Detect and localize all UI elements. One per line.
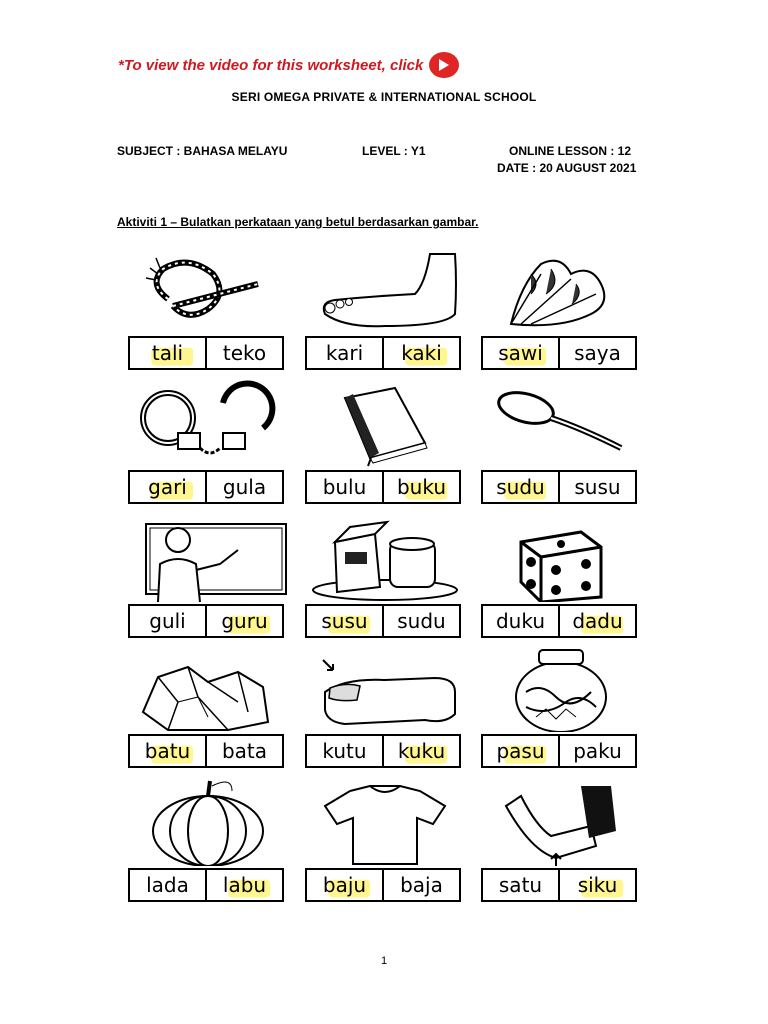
word-option[interactable]	[307, 870, 382, 900]
exercise-item	[128, 378, 288, 508]
word-option[interactable]	[558, 736, 635, 766]
word-text: susu	[574, 475, 621, 499]
word-text: sawi	[498, 341, 543, 365]
word-text: duku	[495, 609, 545, 633]
word-option[interactable]	[205, 736, 282, 766]
word-option[interactable]	[382, 870, 459, 900]
word-option[interactable]	[130, 870, 205, 900]
word-text: satu	[498, 873, 543, 897]
online-lesson-label: ONLINE LESSON : 12	[509, 144, 632, 158]
word-option[interactable]	[558, 338, 635, 368]
word-option[interactable]	[558, 870, 635, 900]
rocks-picture	[128, 642, 288, 732]
word-option[interactable]	[382, 736, 459, 766]
word-option[interactable]	[307, 472, 382, 502]
word-option[interactable]	[483, 472, 558, 502]
word-option[interactable]	[558, 472, 635, 502]
word-option[interactable]	[382, 338, 459, 368]
jar-picture	[481, 642, 641, 732]
exercise-item	[128, 776, 288, 906]
word-text: tali	[151, 341, 184, 365]
word-option[interactable]	[382, 472, 459, 502]
word-text: baja	[400, 873, 443, 897]
video-link-text: *To view the video for this worksheet, click	[118, 56, 424, 74]
word-option[interactable]	[307, 736, 382, 766]
word-option[interactable]	[205, 472, 282, 502]
word-text: kuku	[397, 739, 446, 763]
word-text: kaki	[401, 341, 442, 365]
word-text: paku	[573, 739, 622, 763]
word-choice-box	[128, 470, 284, 504]
word-text: baju	[322, 873, 367, 897]
word-text: sudu	[397, 609, 446, 633]
word-choice-box	[481, 470, 637, 504]
word-choice-box	[305, 336, 461, 370]
word-choice-box	[481, 734, 637, 768]
exercise-item	[481, 776, 641, 906]
word-text: siku	[577, 873, 618, 897]
word-text: gula	[222, 475, 267, 499]
word-option[interactable]	[130, 338, 205, 368]
exercise-item	[481, 244, 641, 374]
word-option[interactable]	[382, 606, 459, 636]
word-text: pasu	[496, 739, 545, 763]
word-text: kari	[325, 341, 364, 365]
word-option[interactable]	[483, 338, 558, 368]
book-picture	[305, 378, 465, 468]
handcuffs-picture	[128, 378, 288, 468]
teacher-picture	[128, 512, 288, 602]
shirt-picture	[305, 776, 465, 866]
date-label: DATE : 20 AUGUST 2021	[497, 161, 637, 175]
play-icon[interactable]	[429, 52, 459, 78]
word-text: buku	[396, 475, 446, 499]
pumpkin-picture	[128, 776, 288, 866]
word-choice-box	[305, 868, 461, 902]
page-number: 1	[380, 955, 388, 967]
exercise-item	[128, 512, 288, 642]
word-option[interactable]	[558, 606, 635, 636]
word-option[interactable]	[130, 472, 205, 502]
word-option[interactable]	[205, 870, 282, 900]
level-label: LEVEL : Y1	[362, 144, 426, 158]
word-choice-box	[305, 734, 461, 768]
elbow-picture	[481, 776, 641, 866]
word-option[interactable]	[483, 736, 558, 766]
mustard-greens-picture	[481, 244, 641, 334]
exercise-item	[128, 642, 288, 772]
word-text: lada	[146, 873, 189, 897]
milk-picture	[305, 512, 465, 602]
word-choice-box	[128, 868, 284, 902]
word-choice-box	[128, 336, 284, 370]
word-option[interactable]	[205, 606, 282, 636]
foot-picture	[305, 244, 465, 334]
subject-label: SUBJECT : BAHASA MELAYU	[117, 144, 288, 158]
word-option[interactable]	[307, 606, 382, 636]
word-text: susu	[321, 609, 368, 633]
word-option[interactable]	[205, 338, 282, 368]
dice-picture	[481, 512, 641, 602]
word-text: bata	[221, 739, 268, 763]
word-text: kutu	[322, 739, 367, 763]
exercise-item	[481, 378, 641, 508]
word-option[interactable]	[483, 870, 558, 900]
word-text: labu	[222, 873, 267, 897]
word-text: bulu	[322, 475, 367, 499]
word-option[interactable]	[483, 606, 558, 636]
word-option[interactable]	[130, 606, 205, 636]
exercise-item	[481, 642, 641, 772]
word-text: batu	[144, 739, 191, 763]
fingernail-picture	[305, 642, 465, 732]
exercise-item	[481, 512, 641, 642]
video-link[interactable]	[118, 52, 459, 78]
word-choice-box	[481, 868, 637, 902]
word-choice-box	[481, 336, 637, 370]
exercise-item	[305, 776, 465, 906]
word-choice-box	[128, 734, 284, 768]
word-choice-box	[305, 604, 461, 638]
word-text: gari	[148, 475, 187, 499]
exercise-item	[305, 642, 465, 772]
word-text: dadu	[572, 609, 623, 633]
word-text: teko	[222, 341, 267, 365]
spoon-picture	[481, 378, 641, 468]
word-option[interactable]	[130, 736, 205, 766]
activity-title: Aktiviti 1 – Bulatkan perkataan yang betul berdasarkan gambar.	[117, 215, 479, 229]
word-text: guli	[149, 609, 186, 633]
exercise-item	[128, 244, 288, 374]
exercise-item	[305, 244, 465, 374]
rope-picture	[128, 244, 288, 334]
word-text: sudu	[496, 475, 545, 499]
word-choice-box	[128, 604, 284, 638]
exercise-item	[305, 378, 465, 508]
exercise-item	[305, 512, 465, 642]
school-name: SERI OMEGA PRIVATE & INTERNATIONAL SCHOOL	[231, 90, 537, 104]
word-option[interactable]	[307, 338, 382, 368]
word-text: saya	[574, 341, 621, 365]
word-choice-box	[305, 470, 461, 504]
word-choice-box	[481, 604, 637, 638]
word-text: guru	[221, 609, 268, 633]
